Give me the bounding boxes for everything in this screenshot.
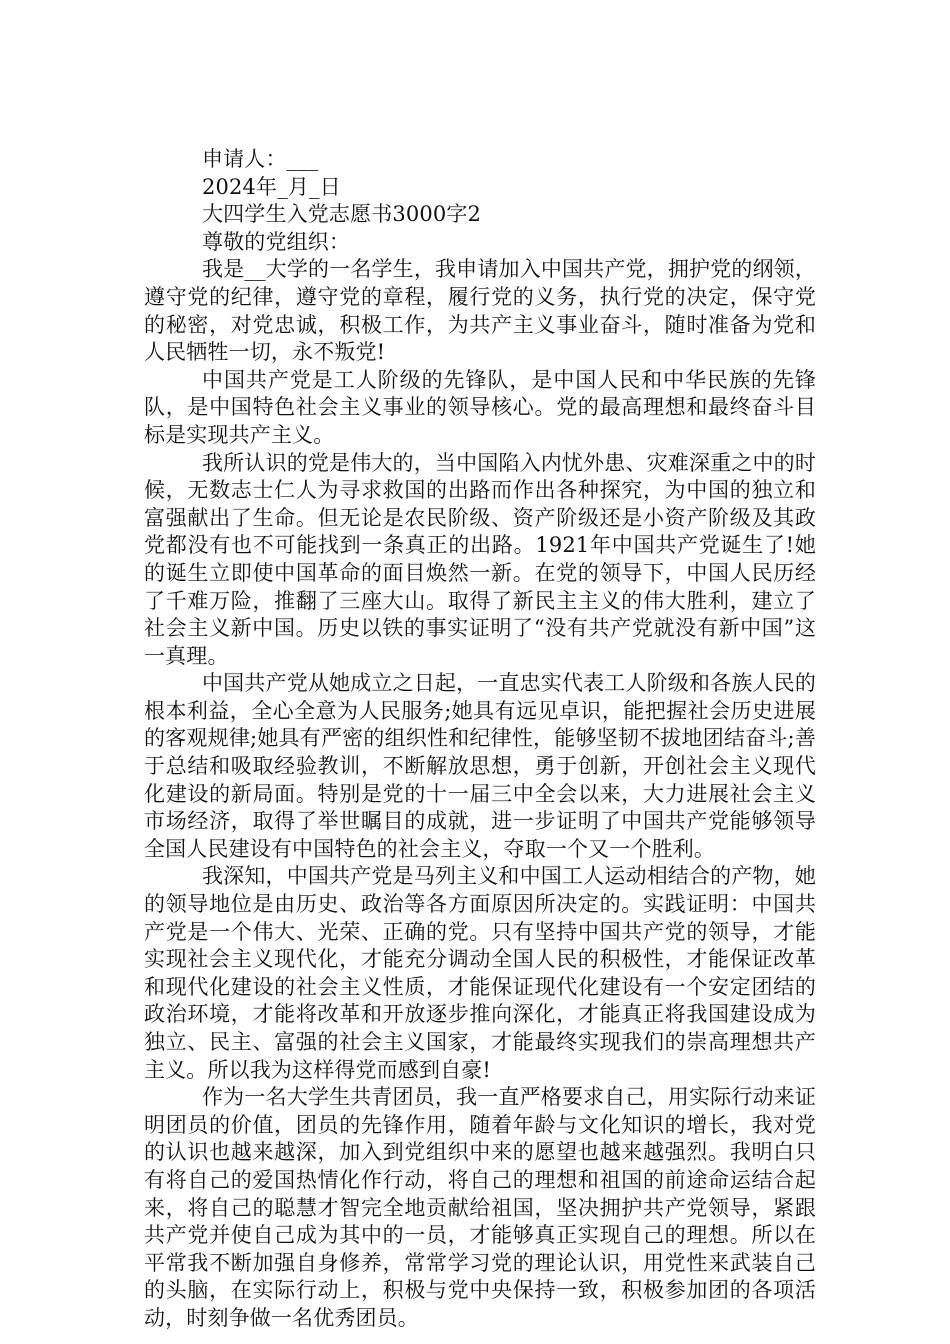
document-body: [144, 146, 816, 1333]
document-title: 大四学生入党志愿书3000字2: [202, 202, 482, 227]
paragraph-3: 我所认识的党是伟大的，当中国陷入内忧外患、灾难深重之中的时候，无数志士仁人为寻求救国的出路而作出各种探究，为中国的独立和富强献出了生命。但无论是农民阶级、资产阶级还是小资产阶级及其政党都没有也不可能找到一条真正的出路。1921年中国共产党诞生了!她的诞生立即使中国革命的面目焕然一新。在党的领导下，中国人民历经了千难万险，推翻了三座大山。取得了新民主主义的伟大胜利，建立了社会主义新中国。历史以铁的事实证明了“没有共产党就没有新中国”这一真理。: [144, 450, 816, 668]
salutation: 尊敬的党组织：: [202, 229, 351, 254]
paragraph-1: 我是__大学的一名学生，我申请加入中国共产党，拥护党的纲领，遵守党的纪律，遵守党的章程，履行党的义务，执行党的决定，保守党的秘密，对党忠诚，积极工作，为共产主义事业奋斗，随时准备为党和人民牺牲一切，永不叛党!: [144, 257, 816, 365]
paragraph-6: 作为一名大学生共青团员，我一直严格要求自己，用实际行动来证明团员的价值，团员的先锋作用，随着年龄与文化知识的增长，我对党的认识也越来越深，加入到党组织中来的愿望也越来越强烈。我明白只有将自己的爱国热情化作行动，将自己的理想和祖国的前途命运结合起来，将自己的聪慧才智完全地贡献给祖国，坚决拥护共产党领导，紧跟共产党并使自己成为其中的一员，才能够真正实现自己的理想。所以在平常我不断加强自身修养，常常学习党的理论认识，用党性来武装自己的头脑，在实际行动上，积极与党中央保持一致，积极参加团的各项活动，时刻争做一名优秀团员。: [144, 1085, 816, 1330]
paragraph-4: 中国共产党从她成立之日起，一直忠实代表工人阶级和各族人民的根本利益，全心全意为人民服务;她具有远见卓识，能把握社会历史进展的客观规律;她具有严密的组织性和纪律性，能够坚韧不拔地团结奋斗;善于总结和吸取经验教训，不断解放思想，勇于创新，开创社会主义现代化建设的新局面。特别是党的十一届三中全会以来，大力进展社会主义市场经济，取得了举世瞩目的成就，进一步证明了中国共产党能够领导全国人民建设有中国特色的社会主义，夺取一个又一个胜利。: [144, 671, 816, 861]
date-line: 2024年_月_日: [202, 174, 341, 199]
applicant-line: 申请人：___: [202, 147, 319, 171]
paragraph-2: 中国共产党是工人阶级的先锋队，是中国人民和中华民族的先锋队，是中国特色社会主义事业的领导核心。党的最高理想和最终奋斗目标是实现共产主义。: [144, 367, 816, 447]
paragraph-5: 我深知，中国共产党是马列主义和中国工人运动相结合的产物，她的领导地位是由历史、政治等各方面原因所决定的。实践证明：中国共产党是一个伟大、光荣、正确的党。只有坚持中国共产党的领导，才能实现社会主义现代化，才能充分调动全国人民的积极性，才能保证改革和现代化建设的社会主义性质，才能保证现代化建设有一个安定团结的政治环境，才能将改革和开放逐步推向深化，才能真正将我国建设成为独立、民主、富强的社会主义国家，才能最终实现我们的崇高理想共产主义。所以我为这样得党而感到自豪!: [144, 864, 816, 1082]
